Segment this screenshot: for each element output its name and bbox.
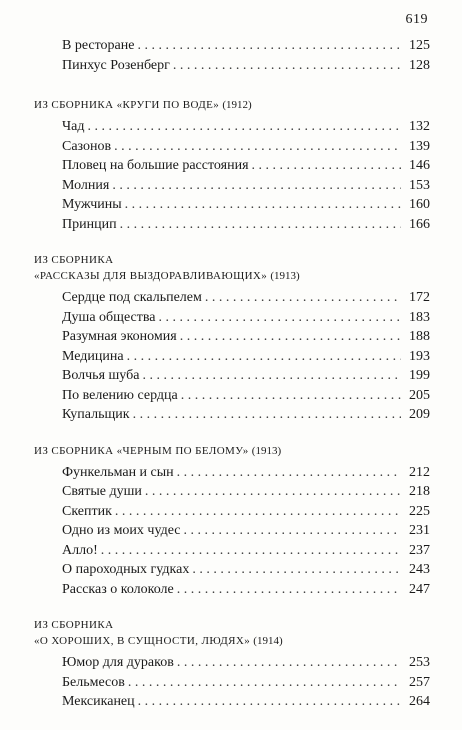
entry-title: Волчья шуба	[62, 368, 140, 383]
dot-leader	[133, 405, 401, 425]
toc-entry	[62, 560, 430, 580]
entry-title: Сазонов	[62, 138, 112, 154]
entry-title: По велению сердца	[62, 387, 178, 403]
section-heading	[34, 443, 430, 459]
entry-page-number: 231	[409, 523, 430, 538]
entry-title: Бельмесов	[62, 674, 125, 690]
entry-page-number: 153	[409, 177, 430, 193]
entry-list	[62, 36, 430, 75]
toc-section	[34, 443, 430, 600]
toc-section	[34, 97, 430, 234]
entry-title: О пароходных гудках	[62, 562, 190, 577]
toc-entry	[62, 692, 430, 712]
toc-entry	[62, 502, 430, 522]
dot-leader	[137, 36, 401, 56]
entry-title: В ресторане	[62, 38, 135, 53]
entry-title: Святые души	[62, 484, 142, 499]
toc-entry	[62, 673, 430, 693]
page-number: 619	[405, 12, 428, 27]
toc-entry	[62, 137, 430, 157]
entry-title: Принцип	[62, 216, 117, 232]
section-heading	[34, 617, 430, 649]
entry-page-number: 199	[409, 368, 430, 383]
toc-entry	[62, 463, 430, 483]
entry-page-number: 205	[409, 387, 430, 403]
entry-page-number: 193	[409, 348, 430, 364]
entry-page-number: 183	[409, 309, 430, 325]
entry-page-number: 188	[409, 329, 430, 344]
toc-entry	[62, 521, 430, 541]
section-heading	[34, 97, 430, 113]
toc-entry	[62, 653, 430, 673]
entry-title: Мексиканец	[62, 694, 135, 709]
dot-leader	[145, 482, 401, 502]
entry-title: Сердце под скальпелем	[62, 290, 202, 305]
dot-leader	[183, 521, 401, 541]
entry-title: Душа общества	[62, 309, 156, 325]
section-year: (1913)	[251, 444, 282, 457]
section-heading-line: ИЗ СБОРНИКА «КРУГИ ПО ВОДЕ»	[34, 99, 220, 111]
section-year: (1914)	[253, 635, 283, 647]
toc-entry	[62, 541, 430, 561]
dot-leader	[120, 215, 401, 235]
entry-page-number: 264	[409, 694, 430, 709]
entry-page-number: 132	[409, 119, 430, 134]
toc-entry	[62, 215, 430, 235]
entry-title: Юмор для дураков	[62, 655, 174, 670]
dot-leader	[112, 176, 401, 196]
dot-leader	[252, 156, 401, 176]
dot-leader	[181, 386, 401, 406]
entry-list	[62, 463, 430, 600]
dot-leader	[125, 195, 401, 215]
toc-entry	[62, 176, 430, 196]
entry-page-number: 125	[409, 38, 430, 53]
entry-page-number: 160	[409, 197, 430, 212]
entry-title: Купальщик	[62, 407, 130, 422]
toc-entry	[62, 347, 430, 367]
toc-entry	[62, 156, 430, 176]
entry-title: Алло!	[62, 542, 98, 558]
entry-page-number: 172	[409, 290, 430, 305]
dot-leader	[87, 117, 401, 137]
toc-entry	[62, 117, 430, 137]
dot-leader	[180, 327, 401, 347]
section-heading-line: ИЗ СБОРНИКА	[34, 619, 114, 631]
dot-leader	[205, 288, 401, 308]
entry-page-number: 225	[409, 503, 430, 519]
section-heading-line: «О ХОРОШИХ, В СУЩНОСТИ, ЛЮДЯХ»	[34, 635, 251, 647]
section-heading-line: «РАССКАЗЫ ДЛЯ ВЫЗДОРАВЛИВАЮЩИХ»	[34, 270, 268, 282]
dot-leader	[101, 541, 401, 561]
dot-leader	[114, 137, 401, 157]
section-year: (1913)	[270, 270, 300, 282]
entry-title: Рассказ о колоколе	[62, 581, 174, 597]
section-heading	[34, 252, 430, 284]
dot-leader	[173, 56, 401, 76]
entry-page-number: 139	[409, 138, 430, 154]
toc-entry	[62, 288, 430, 308]
entry-page-number: 253	[409, 655, 430, 670]
entry-page-number: 128	[409, 57, 430, 73]
entry-title: Мужчины	[62, 197, 122, 212]
entry-page-number: 209	[409, 407, 430, 422]
dot-leader	[128, 673, 401, 693]
section-heading-line: ИЗ СБОРНИКА	[34, 254, 114, 266]
entry-title: Пинхус Розенберг	[62, 57, 170, 73]
toc-section	[34, 36, 430, 75]
dot-leader	[115, 502, 401, 522]
dot-leader	[127, 347, 401, 367]
section-heading-line: ИЗ СБОРНИКА «ЧЕРНЫМ ПО БЕЛОМУ»	[34, 444, 249, 457]
toc-section	[34, 617, 430, 712]
section-year: (1912)	[222, 99, 252, 111]
toc-section	[34, 252, 430, 425]
entry-page-number: 146	[409, 158, 430, 173]
toc-entry	[62, 405, 430, 425]
toc-entry	[62, 386, 430, 406]
entry-title: Чад	[62, 119, 85, 134]
dot-leader	[158, 308, 401, 328]
entry-list	[62, 117, 430, 234]
toc-entry	[62, 195, 430, 215]
entry-page-number: 218	[409, 484, 430, 499]
entry-page-number: 243	[409, 562, 430, 577]
entry-title: Скептик	[62, 503, 112, 519]
dot-leader	[138, 692, 401, 712]
toc-entry	[62, 56, 430, 76]
entry-page-number: 237	[409, 542, 430, 558]
entry-page-number: 257	[409, 674, 430, 690]
toc-entry	[62, 308, 430, 328]
toc-entry	[62, 327, 430, 347]
toc-entry	[62, 366, 430, 386]
entry-title: Медицина	[62, 348, 124, 364]
entry-title: Пловец на большие расстояния	[62, 158, 249, 173]
toc-entry	[62, 482, 430, 502]
entry-page-number: 247	[409, 581, 430, 597]
table-of-contents	[34, 36, 430, 730]
entry-title: Функельман и сын	[62, 464, 174, 480]
entry-page-number: 212	[409, 464, 430, 480]
dot-leader	[192, 560, 401, 580]
dot-leader	[142, 366, 401, 386]
dot-leader	[177, 653, 401, 673]
entry-title: Молния	[62, 177, 110, 193]
entry-list	[62, 653, 430, 712]
entry-title: Одно из моих чудес	[62, 523, 181, 538]
dot-leader	[177, 463, 401, 483]
toc-entry	[62, 36, 430, 56]
entry-page-number: 166	[409, 216, 430, 232]
toc-entry	[62, 580, 430, 600]
entry-list	[62, 288, 430, 425]
dot-leader	[177, 580, 401, 600]
entry-title: Разумная экономия	[62, 329, 177, 344]
